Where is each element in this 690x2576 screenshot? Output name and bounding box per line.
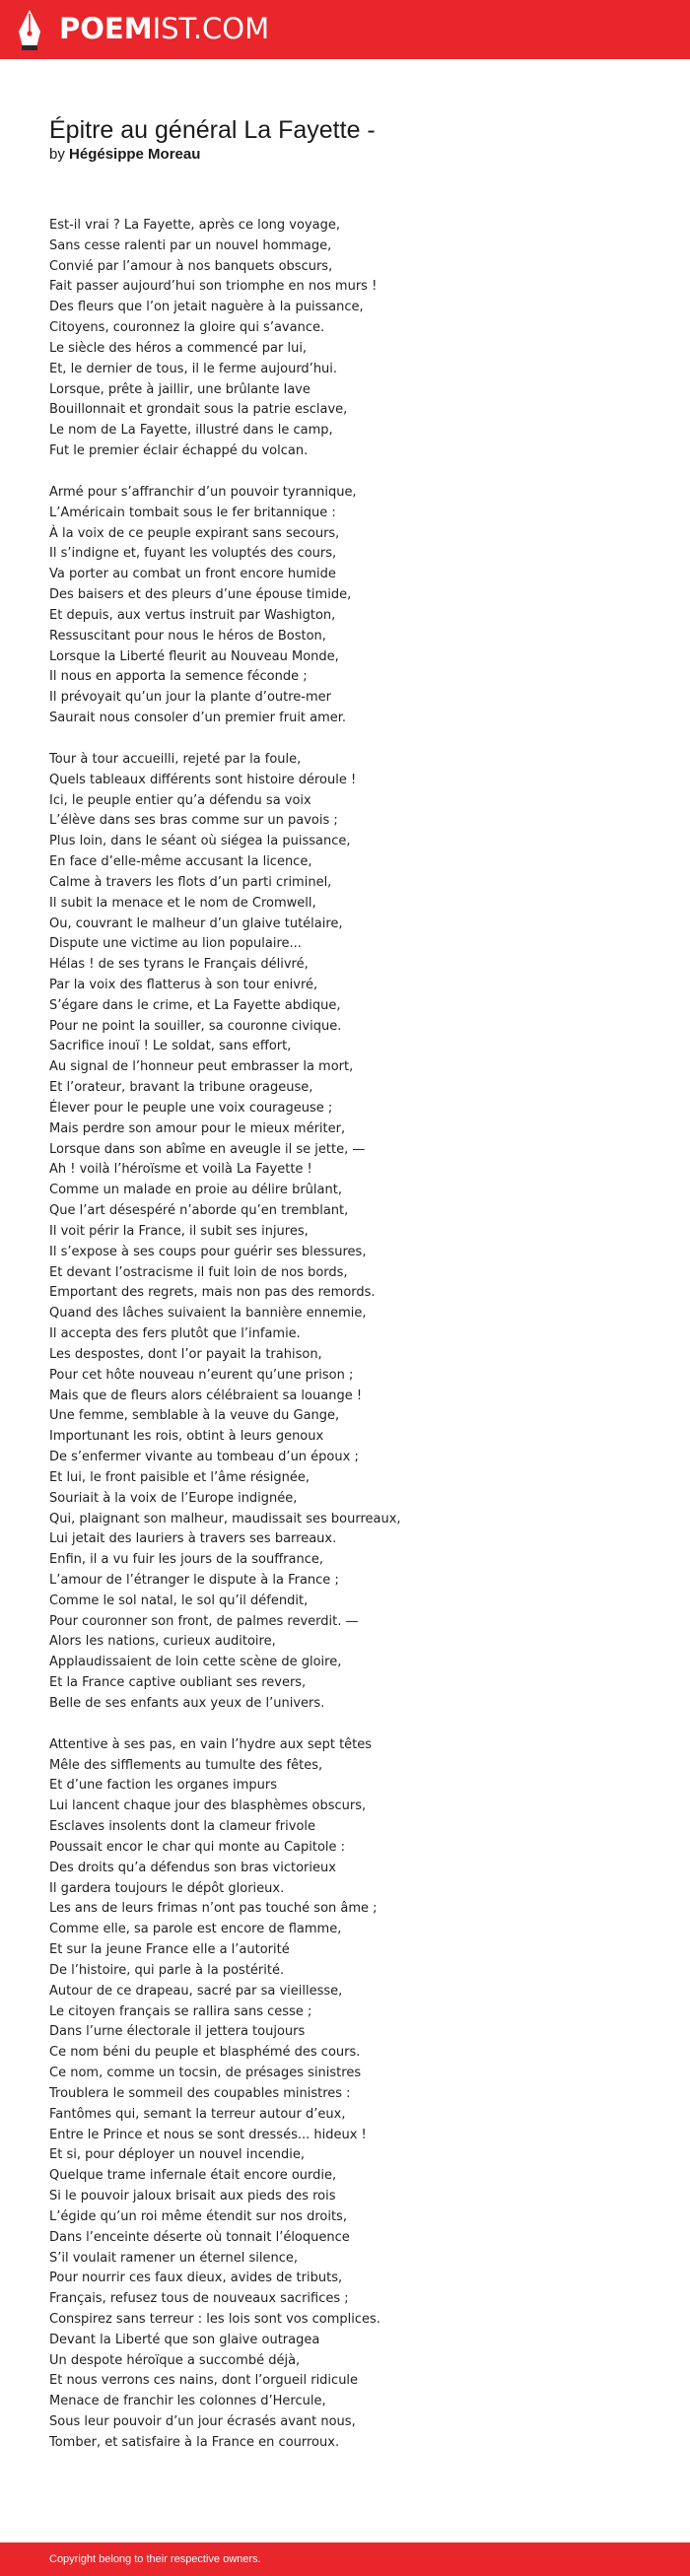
- poem-line: Lui lancent chaque jour des blasphèmes obscurs,: [49, 1798, 367, 1814]
- poem-line: Quelque trame infernale était encore ourdie,: [49, 2168, 337, 2184]
- poem-line: Enfin, il a vu fuir les jours de la souffrance,: [49, 1552, 323, 1568]
- poem-line: Fait passer aujourd’hui son triomphe en nos murs !: [49, 279, 378, 295]
- poem-line: À la voix de ce peuple expirant sans secours,: [49, 525, 340, 541]
- poem-line: Va porter au combat un front encore humide: [49, 567, 336, 582]
- poem-line: Lorsque dans son abîme en aveugle il se jette, —: [49, 1141, 366, 1157]
- poem-line: Armé pour s’affranchir d’un pouvoir tyrannique,: [49, 484, 357, 500]
- poem-line: S’égare dans le crime, et La Fayette abdique,: [49, 997, 341, 1013]
- poem-line: Des baisers et des pleurs d’une épouse timide,: [49, 587, 352, 603]
- poem-author[interactable]: Hégésippe Moreau: [69, 146, 201, 163]
- poem-line: Le siècle des héros a commencé par lui,: [49, 340, 308, 356]
- poem-line: Et nous verrons ces nains, dont l’orgueil ridicule: [49, 2373, 359, 2389]
- poem-line: Souriait à la voix de l’Europe indignée,: [49, 1490, 298, 1506]
- poem-line: Entre le Prince et nous se sont dressés... hideux !: [49, 2127, 367, 2142]
- poem-line: Les despostes, dont l’or payait la trahison,: [49, 1346, 322, 1362]
- poem-line: Il voit périr la France, il subit ses injures,: [49, 1223, 309, 1239]
- poem-line: Calme à travers les flots d’un parti criminel,: [49, 874, 332, 890]
- poem-line: Il s’indigne et, fuyant les voluptés des cours,: [49, 546, 337, 562]
- poem-line: Il s’expose à ses coups pour guérir ses blessures,: [49, 1244, 367, 1259]
- poem-line: Un despote héroïque a succombé déjà,: [49, 2352, 301, 2368]
- poem-line: Il gardera toujours le dépôt glorieux.: [49, 1880, 285, 1896]
- poem-line: Belle de ses enfants aux yeux de l’univers.: [49, 1695, 325, 1711]
- stanza: [49, 483, 660, 729]
- poem-line: Tomber, et satisfaire à la France en courroux.: [49, 2434, 340, 2450]
- poem-line: L’Américain tombait sous le fer britannique :: [49, 505, 336, 520]
- poem-line: De l’histoire, qui parle à la postérité.: [49, 1962, 285, 1978]
- poem-line: Hélas ! de ses tyrans le Français délivré,: [49, 957, 309, 973]
- poem-line: Quels tableaux différents sont histoire déroule !: [49, 772, 357, 787]
- poem-line: Qui, plaignant son malheur, maudissait ses bourreaux,: [49, 1511, 401, 1526]
- poem-line: Emportant des regrets, mais non pas des remords.: [49, 1285, 376, 1301]
- poem-body: [49, 216, 660, 2474]
- poem-line: Citoyens, couronnez la gloire qui s’avance.: [49, 320, 325, 336]
- poem-line: Ah ! voilà l’héroïsme et voilà La Fayette !: [49, 1162, 312, 1178]
- poem-line: Dispute une victime au lion populaire...: [49, 936, 302, 952]
- poem-line: Pour ne point la souiller, sa couronne civique.: [49, 1018, 342, 1034]
- poem-line: Des droits qu’a défendus son bras victorieux: [49, 1860, 336, 1875]
- poem-line: Comme le sol natal, le sol qu’il défendit,: [49, 1593, 309, 1608]
- poem-line: Mais que de fleurs alors célébraient sa louange !: [49, 1388, 363, 1403]
- poem-line: Troublera le sommeil des coupables ministres :: [49, 2085, 351, 2101]
- poem-line: Et d’une faction les organes impurs: [49, 1778, 277, 1794]
- poem-line: Il subit la menace et le nom de Cromwell,: [49, 895, 316, 911]
- by-label: by: [49, 146, 65, 163]
- poem-line: Esclaves insolents dont la clameur frivole: [49, 1819, 316, 1835]
- poem-line: Importunant les rois, obtint à leurs genoux: [49, 1429, 324, 1445]
- poem-line: Mais perdre son amour pour le mieux mériter,: [49, 1120, 346, 1136]
- pen-nib-icon[interactable]: [14, 8, 45, 51]
- poem-line: Et lui, le front paisible et l’âme résignée,: [49, 1469, 310, 1485]
- poem-line: L’amour de l’étranger le dispute à la France ;: [49, 1573, 339, 1588]
- poem-line: Que l’art désespéré n’aborde qu’en tremblant,: [49, 1203, 349, 1219]
- poem-line: Et si, pour déployer un nouvel incendie,: [49, 2147, 305, 2163]
- poem-line: L’égide qu’un roi même étendit sur nos droits,: [49, 2208, 347, 2224]
- poem-line: Il accepta des fers plutôt que l’infamie.: [49, 1326, 301, 1342]
- poem-line: Ici, le peuple entier qu’a défendu sa voix: [49, 792, 311, 808]
- poem-line: Convié par l’amour à nos banquets obscurs,: [49, 258, 333, 274]
- poem-line: Conspirez sans terreur : les lois sont vos complices.: [49, 2311, 380, 2327]
- poem-line: Alors les nations, curieux auditoire,: [49, 1634, 276, 1650]
- poem-line: Au signal de l’honneur peut embrasser la mort,: [49, 1059, 354, 1075]
- poem-line: Quand des lâches suivaient la bannière ennemie,: [49, 1306, 367, 1322]
- poem-line: Et devant l’ostracisme il fuit loin de nos bords,: [49, 1264, 348, 1280]
- poem-line: Français, refusez tous de nouveaux sacrifices ;: [49, 2291, 349, 2307]
- logo-bold-text: POEM: [59, 12, 153, 45]
- poem-line: Ressuscitant pour nous le héros de Boston,: [49, 628, 326, 644]
- poem-line: Et la France captive oubliant ses revers,: [49, 1675, 307, 1691]
- poem-line: Et l’orateur, bravant la tribune orageuse,: [49, 1080, 313, 1096]
- site-footer: [0, 2542, 690, 2576]
- poem-line: L’élève dans ses bras comme sur un pavois ;: [49, 813, 338, 829]
- poem-line: Élever pour le peuple une voix courageuse ;: [49, 1100, 333, 1116]
- poem-line: Si le pouvoir jaloux brisait aux pieds des rois: [49, 2189, 336, 2204]
- poem-line: S’il voulait ramener un éternel silence,: [49, 2250, 299, 2266]
- poem-line: Bouillonnait et grondait sous la patrie esclave,: [49, 402, 348, 418]
- poem-line: Saurait nous consoler d’un premier fruit amer.: [49, 711, 347, 726]
- site-logo[interactable]: [59, 11, 269, 46]
- poem-line: Le nom de La Fayette, illustré dans le camp,: [49, 423, 333, 439]
- poem-line: Comme un malade en proie au délire brûlant,: [49, 1183, 342, 1198]
- poem-title: Épitre au général La Fayette -: [49, 116, 376, 144]
- poem-line: Il prévoyait qu’un jour la plante d’outre-mer: [49, 690, 331, 706]
- poem-line: Fantômes qui, semant la terreur autour d’eux,: [49, 2106, 346, 2122]
- poem-line: Comme elle, sa parole est encore de flamme,: [49, 1922, 342, 1937]
- poem-line: Sous leur pouvoir d’un jour écrasés avant nous,: [49, 2414, 356, 2430]
- poem-line: Des fleurs que l’on jetait naguère à la puissance,: [49, 300, 364, 315]
- poem-line: Pour cet hôte nouveau n’eurent qu’une prison ;: [49, 1367, 354, 1383]
- poem-line: Lorsque la Liberté fleurit au Nouveau Monde,: [49, 648, 339, 664]
- poem-line: Attentive à ses pas, en vain l’hydre aux sept têtes: [49, 1736, 373, 1752]
- copyright-notice: Copyright belong to their respective owners.: [49, 2553, 261, 2565]
- poem-line: Mêle des sifflements au tumulte des fêtes,: [49, 1757, 323, 1773]
- site-header: [0, 0, 690, 59]
- poem-line: Plus loin, dans le séant où siégea la puissance,: [49, 834, 351, 849]
- poem-line: Ce nom, comme un tocsin, de présages sinistres: [49, 2066, 362, 2081]
- poem-line: Lui jetait des lauriers à travers ses barreaux.: [49, 1531, 337, 1547]
- poem-line: Sans cesse ralenti par un nouvel hommage,: [49, 237, 332, 253]
- poem-line: Dans l’urne électorale il jettera toujours: [49, 2024, 306, 2040]
- poem-line: Fut le premier éclair échappé du volcan.: [49, 443, 309, 459]
- poem-line: Par la voix des flatterus à son tour enivré,: [49, 977, 318, 992]
- poem-line: Poussait encor le char qui monte au Capitole :: [49, 1839, 346, 1855]
- poem-byline: [49, 145, 200, 165]
- poem-line: Ce nom béni du peuple et blasphémé des cours.: [49, 2045, 361, 2061]
- logo-light-text: IST.COM: [152, 12, 270, 45]
- poem-line: Pour couronner son front, de palmes reverdit. —: [49, 1613, 359, 1629]
- poem-line: Lorsque, prête à jaillir, une brûlante lave: [49, 381, 310, 397]
- poem-line: Et depuis, aux vertus instruit par Washigton,: [49, 607, 336, 623]
- poem-line: Applaudissaient de loin cette scène de gloire,: [49, 1655, 342, 1670]
- poem-line: Tour à tour accueilli, rejeté par la foule,: [49, 751, 302, 767]
- poem-line: Est-il vrai ? La Fayette, après ce long voyage,: [49, 218, 340, 233]
- poem-line: Et sur la jeune France elle a l’autorité: [49, 1942, 290, 1958]
- poem-line: Dans l’enceinte déserte où tonnait l’éloquence: [49, 2229, 350, 2245]
- poem-line: Autour de ce drapeau, sacré par sa vieillesse,: [49, 1983, 343, 1999]
- stanza: [49, 750, 660, 1715]
- poem-line: Ou, couvrant le malheur d’un glaive tutélaire,: [49, 915, 343, 931]
- poem-line: Le citoyen français se rallira sans cesse ;: [49, 2003, 312, 2019]
- poem-line: Il nous en apporta la semence féconde ;: [49, 669, 308, 685]
- poem-line: Pour nourrir ces faux dieux, avides de tributs,: [49, 2271, 343, 2286]
- poem-line: En face d’elle-même accusant la licence,: [49, 854, 312, 870]
- stanza: [49, 216, 660, 462]
- poem-line: Les ans de leurs frimas n’ont pas touché son âme ;: [49, 1901, 378, 1917]
- poem-line: Menace de franchir les colonnes d’Hercule,: [49, 2394, 326, 2409]
- poem-line: De s’enfermer vivante au tombeau d’un époux ;: [49, 1450, 359, 1465]
- poem-line: Sacrifice inouï ! Le soldat, sans effort,: [49, 1039, 292, 1054]
- poem-line: Et, le dernier de tous, il le ferme aujourd’hui.: [49, 361, 338, 376]
- poem-line: Devant la Liberté que son glaive outragea: [49, 2332, 320, 2347]
- poem-line: Une femme, semblable à la veuve du Gange,: [49, 1408, 340, 1424]
- stanza: [49, 1735, 660, 2454]
